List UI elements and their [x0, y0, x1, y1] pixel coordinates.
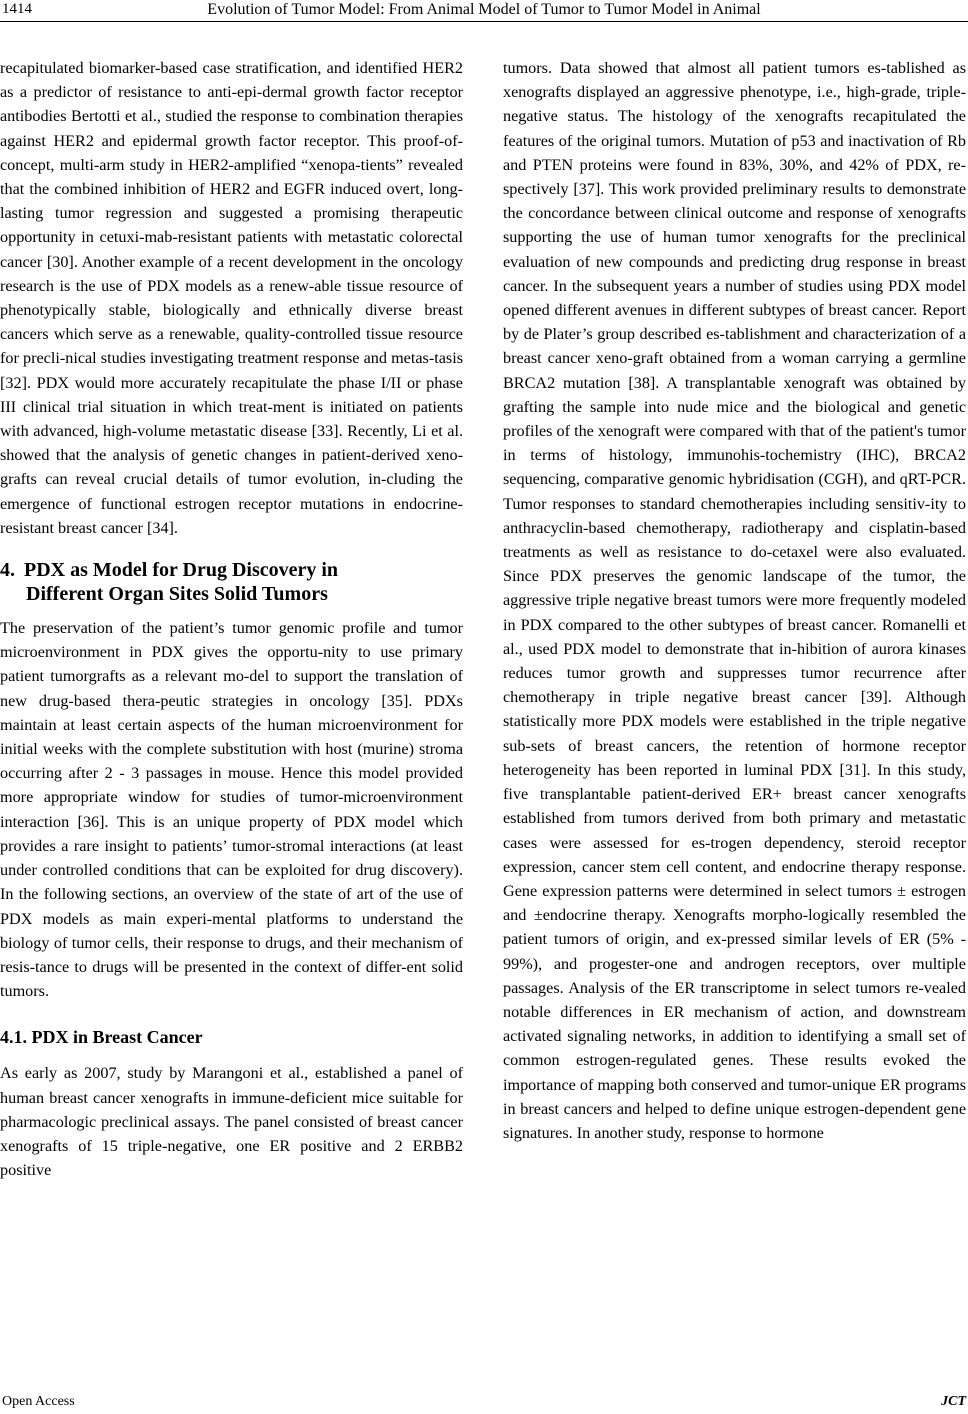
footer-journal-abbrev: JCT	[941, 1394, 966, 1409]
body-paragraph: tumors. Data showed that almost all patient tumors es-tablished as xenografts displayed an aggressive phenotype, i.e., high-grade, triple-negative status. The histology of the xenografts recapitulated the features of the original tumors. Mutation of p53 and inactivation of Rb and PTEN proteins were found in 83%, 30%, and 42% of PDX, re-spectively [37]. This work provided preliminary results to demonstrate the concordance between clinical outcome and response of xenografts supporting the use of human tumor xenografts for the preclinical evaluation of new compounds and predicting drug response in breast cancer. In the subsequent years a number of studies using PDX model opened different avenues in different subtypes of breast cancer. Report by de Plater’s group described es-tablishment and characterization of a breast cancer xeno-graft obtained from a woman carrying a germline BRCA2 mutation [38]. A transplantable xenograft was obtained by grafting the sample into nude mice and the biological and genetic profiles of the xenograft were compared with that of the patient's tumor in terms of histology, immunohis-tochemistry (IHC), BRCA2 sequencing, comparative genomic hybridisation (CGH), and qRT-PCR. Tumor responses to standard chemotherapies including sensitiv-ity to anthracyclin-based chemotherapy, radiotherapy and cisplatin-based treatments as well as resistance to do-cetaxel were also evaluated. Since PDX preserves the genomic landscape of the tumor, the aggressive triple negative breast tumors were more frequently modeled in PDX compared to the other subtypes of breast cancer. Romanelli et al., used PDX model to demonstrate that in-hibition of aurora kinases reduces tumor growth and suppresses tumor recurrence after chemotherapy in triple negative breast cancer [39]. Although statistically more PDX models were established in the triple negative sub-sets of breast cancers, the retention of hormone receptor heterogeneity has been reported in luminal PDX [31]. In this study, five transplantable patient-derived ER+ breast cancer xenografts established from tumors derived from both primary and metastatic cases were assessed for es-trogen dependency, steroid receptor expression, cancer stem cell content, and endocrine therapy response. Gene expression patterns were determined in select tumors ± estrogen and ±endocrine therapy. Xenografts morpho-logically resembled the patient tumors of origin, and ex-pressed similar levels of ER (5% - 99%), and progester-one and androgen receptors, over multiple passages. Analysis of the ER transcriptome in select tumors re-vealed notable differences in ER mechanism of action, and downstream activated signaling networks, in addition to identifying a small set of common estrogen-regulated genes. These results evoked the importance of mapping both conserved and tumor-unique ER programs in breast cancers and helped to define unique estrogen-dependent gene signatures. In another study, response to hormone	[503, 59, 966, 1142]
section-number: 4.	[0, 559, 15, 582]
section-title-line2: Different Organ Sites Solid Tumors	[26, 583, 328, 606]
subsection-heading: 4.1. PDX in Breast Cancer	[0, 1027, 203, 1048]
left-column	[0, 56, 463, 1182]
section-heading	[0, 558, 463, 606]
section-title-line1: PDX as Model for Drug Discovery in	[24, 559, 339, 582]
body-paragraph: recapitulated biomarker-based case stratification, and identified HER2 as a predictor of resistance to anti-epi-dermal growth factor receptor antibodies Bertotti et al., studied the response to combination therapies against HER2 and epidermal growth factor receptor. This proof-of-concept, multi-arm study in HER2-amplified “xenopa-tients” revealed that the combined inhibition of HER2 and EGFR induced overt, long-lasting tumor regression and suggested a promising therapeutic opportunity in cetuxi-mab-resistant patients with metastatic colorectal cancer [30]. Another example of a recent development in the oncology research is the use of PDX models as a renew-able tissue resource of phenotypically stable, biologically and ethnically diverse breast cancers which serve as a renewable, quality-controlled tissue resource for precli-nical studies investigating treatment response and metas-tasis [32]. PDX would more accurately recapitulate the phase I/II or phase III clinical trial situation in which treat-ment is initiated on patients with advanced, high-volume metastatic disease [33]. Recently, Li et al. showed that the analysis of genetic changes in patient-derived xeno-grafts can reveal crucial details of tumor evolution, in-cluding the emergence of functional estrogen receptor mutations in endocrine-resistant breast cancer [34].	[0, 59, 463, 537]
footer-open-access: Open Access	[2, 1394, 75, 1409]
body-paragraph: As early as 2007, study by Marangoni et al., established a panel of human breast cancer xenografts in immune-deficient mice suitable for pharmacologic preclinical assays. The panel consisted of breast cancer xenografts of 15 triple-negative, one ER positive and 2 ERBB2 positive	[0, 1064, 463, 1180]
page-number: 1414	[2, 1, 32, 17]
page-footer	[0, 1392, 968, 1414]
running-title: Evolution of Tumor Model: From Animal Model of Tumor to Tumor Model in Animal	[207, 1, 761, 18]
right-column	[503, 56, 966, 1145]
page-header	[0, 0, 968, 22]
body-paragraph: The preservation of the patient’s tumor genomic profile and tumor microenvironment in PDX gives the opportu-nity to use primary patient tumorgrafts as a relevant mo-del to support the translation of new drug-based thera-peutic strategies in oncology [35]. PDXs maintain at least certain aspects of the human microenvironment for initial weeks with the complete substitution with host (murine) stroma occurring after 2 - 3 passages in mouse. Hence this model provided more appropriate window for studies of tumor-microenvironment interaction [36]. This is an unique property of PDX model which provides a rare insight to patients’ tumor-stromal interactions (at least under controlled conditions that can be exploited for drug discovery). In the following sections, an overview of the state of art of the use of PDX models as main experi-mental platforms to understand the biology of tumor cells, their response to drugs, and their mechanism of resis-tance to drugs will be presented in the context of differ-ent solid tumors.	[0, 619, 463, 1001]
header-rule	[0, 21, 968, 22]
